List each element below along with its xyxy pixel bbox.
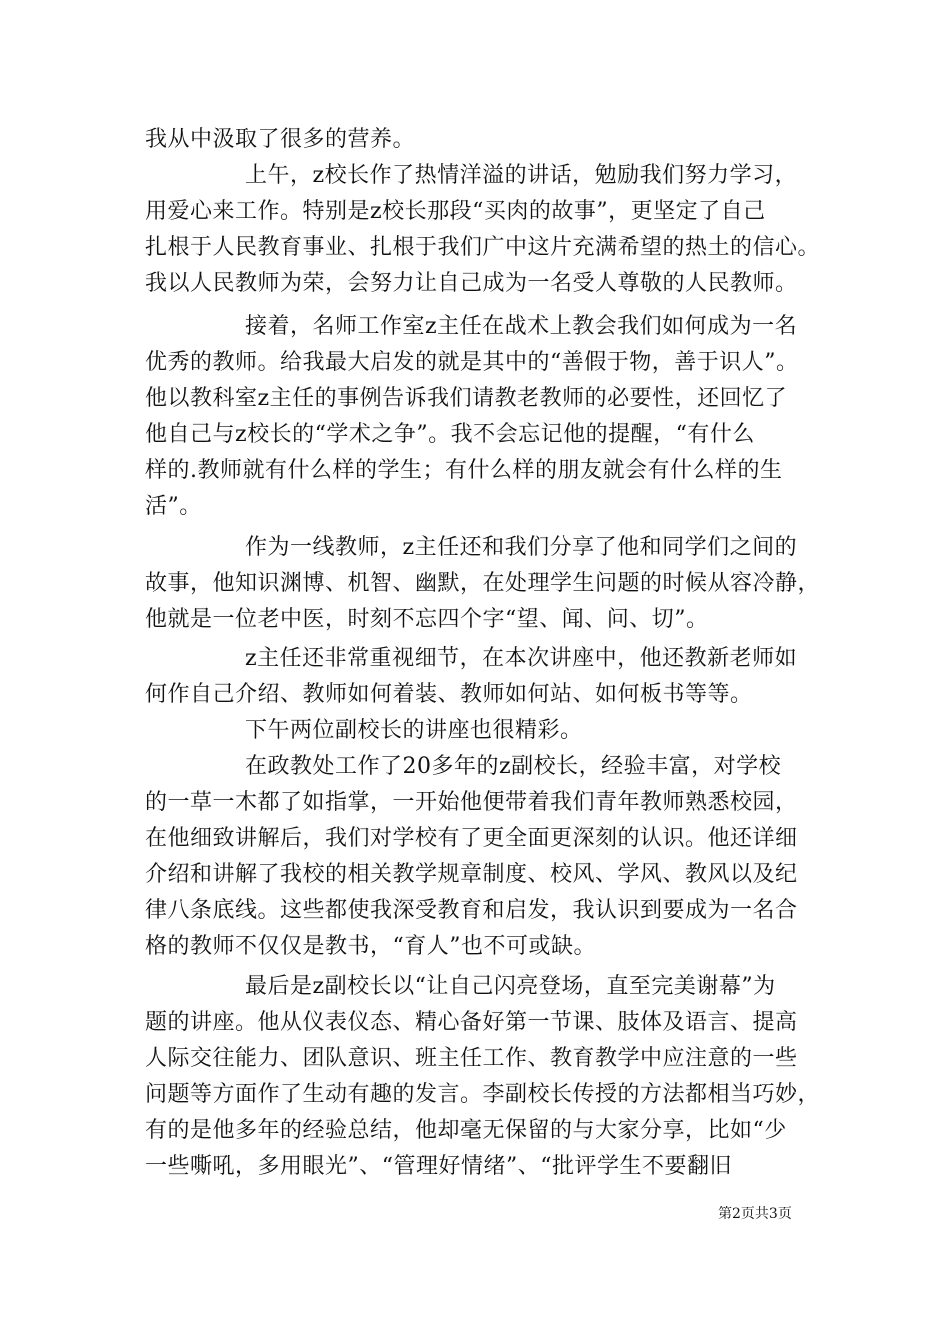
text-line: 有的是他多年的经验总结，他却毫无保留的与大家分享，比如“少: [145, 1118, 787, 1143]
text-line: 在政教处工作了20多年的z副校长，经验丰富，对学校: [245, 754, 782, 779]
text-line: 用爱心来工作。特别是z校长那段“买肉的故事”，更坚定了自己: [145, 199, 766, 224]
text-line: 介绍和讲解了我校的相关教学规章制度、校风、学风、教风以及纪: [145, 862, 798, 887]
text-line: 他以教科室z主任的事例告诉我们请教老教师的必要性，还回忆了: [145, 386, 788, 411]
text-line: 在他细致讲解后，我们对学校有了更全面更深刻的认识。他还详细: [145, 826, 798, 851]
page-number: 第2页共3页: [718, 1206, 792, 1222]
text-line: 样的.教师就有什么样的学生；有什么样的朋友就会有什么样的生: [145, 458, 783, 483]
text-line: z主任还非常重视细节，在本次讲座中，他还教新老师如: [245, 646, 798, 671]
text-line: 何作自己介绍、教师如何着装、教师如何站、如何板书等等。: [145, 682, 753, 707]
text-line: 上午，z校长作了热情洋溢的讲话，勉励我们努力学习，: [245, 163, 798, 188]
text-line: 最后是z副校长以“让自己闪亮登场，直至完美谢幕”为: [245, 974, 776, 999]
text-line: 接着，名师工作室z主任在战术上教会我们如何成为一名: [245, 314, 798, 339]
text-line: 一些嘶吼，多用眼光”、“管理好情绪”、“批评学生不要翻旧: [145, 1154, 732, 1179]
text-line: 作为一线教师，z主任还和我们分享了他和同学们之间的: [245, 535, 798, 560]
text-line: 扎根于人民教育事业、扎根于我们广中这片充满希望的热土的信心。: [145, 235, 821, 260]
text-line: 活”。: [145, 494, 202, 519]
text-line: 下午两位副校长的讲座也很精彩。: [245, 718, 583, 743]
text-line: 我以人民教师为荣，会努力让自己成为一名受人尊敬的人民教师。: [145, 271, 798, 296]
text-line: 他自己与z校长的“学术之争”。我不会忘记他的提醒，“有什么: [145, 422, 755, 447]
text-line: 的一草一木都了如指掌，一开始他便带着我们青年教师熟悉校园，: [145, 790, 798, 815]
text-line: 人际交往能力、团队意识、班主任工作、教育教学中应注意的一些: [145, 1046, 798, 1071]
text-line: 我从中汲取了很多的营养。: [145, 127, 416, 152]
text-line: 律八条底线。这些都使我深受教育和启发，我认识到要成为一名合: [145, 898, 798, 923]
text-line: 格的教师不仅仅是教书，“育人”也不可或缺。: [145, 934, 596, 959]
text-line: 问题等方面作了生动有趣的发言。李副校长传授的方法都相当巧妙，: [145, 1082, 821, 1107]
text-line: 他就是一位老中医，时刻不忘四个字“望、闻、问、切”。: [145, 607, 709, 632]
text-line: 优秀的教师。给我最大启发的就是其中的“善假于物，善于识人”。: [145, 350, 799, 375]
text-line: 题的讲座。他从仪表仪态、精心备好第一节课、肢体及语言、提高: [145, 1010, 798, 1035]
text-line: 故事，他知识渊博、机智、幽默，在处理学生问题的时候从容冷静，: [145, 571, 821, 596]
